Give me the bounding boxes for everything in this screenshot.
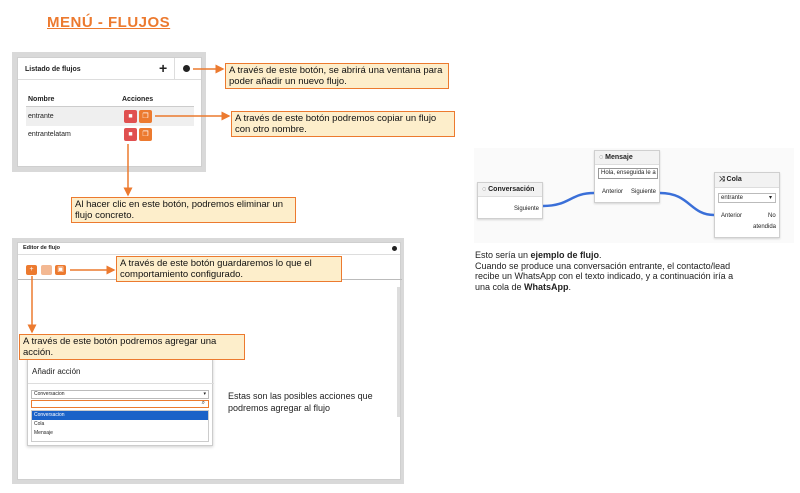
search-icon: ⌕ [201,400,205,406]
settings-icon[interactable] [183,65,190,72]
description-line [475,250,775,261]
queue-select[interactable] [718,193,776,203]
callout-add-action: A través de este botón podremos agregar una acción. [19,334,245,360]
flow-name: entrante [28,113,54,120]
node-message[interactable] [594,150,660,203]
option-conversacion[interactable]: Conversacion [32,411,208,420]
copy-icon: ❐ [142,113,149,120]
queue-select-value: entrante [721,195,744,201]
node-title: Mensaje [605,154,633,161]
message-text-input[interactable]: Hola, enseguida le a [598,168,658,179]
description-bold: WhatsApp [524,281,569,292]
description-bold: ejemplo de flujo [530,250,600,260]
node-header [478,183,542,197]
delete-flow-button[interactable] [124,128,137,141]
editor-header [18,243,400,255]
dialog-title: Añadir acción [32,367,81,376]
action-select-value: Conversacion [34,391,65,397]
description-text: . [599,250,602,260]
add-action-dialog [27,358,213,446]
description-line: Cuando se produce una conversación entrante, el contacto/lead [475,260,731,271]
page-title: MENÚ - FLUJOS [47,14,171,31]
option-mensaje[interactable]: Mensaje [34,430,53,436]
actions-note: Estas son las posibles acciones que podremos agregar al flujo [228,391,373,413]
description-text: . [568,281,572,292]
node-port-label: atendida [753,224,777,230]
node-header [595,151,659,165]
description-line: recibe un WhatsApp con el texto indicado, y a continuación iría a [475,271,734,281]
copy-flow-button[interactable] [139,128,152,141]
flow-name: entrantelatam [28,131,71,138]
callout-copy-flow: A través de este botón podremos copiar un flujo con otro nombre. [231,111,455,137]
flows-panel-header [18,58,201,80]
chevron-down-icon: ▾ [203,391,206,397]
flows-panel [17,57,202,167]
flow-description [475,250,775,292]
dialog-divider [28,383,214,384]
callout-delete-flow: Al hacer clic en este botón, podremos eliminar un flujo concreto. [71,197,296,223]
save-icon: ▣ [57,266,64,273]
column-header-actions: Acciones [122,96,154,103]
chat-icon: ◌ [599,154,606,161]
action-search-input[interactable] [31,400,209,408]
callout-save-flow: A través de este botón guardaremos lo que el comportamiento configurado. [116,256,342,282]
whatsapp-icon: ◌ [482,186,489,193]
node-port-label: Siguiente [631,189,657,195]
callout-add-flow: A través de este botón, se abrirá una ventana para poder añadir un nuevo flujo. [225,63,449,89]
canvas-scrollbar[interactable] [397,287,400,417]
divider [174,58,175,80]
node-port-label: Anterior [721,213,743,219]
add-flow-button[interactable]: + [159,60,168,76]
node-conversation[interactable] [477,182,543,219]
node-port-label: No [768,213,776,219]
description-line [475,282,775,293]
toolbar-button-disabled[interactable] [41,265,52,275]
node-title: Cola [726,176,742,183]
node-port-label: Siguiente [514,206,540,212]
node-queue[interactable] [714,172,780,238]
trash-icon: ■ [128,113,133,120]
action-select[interactable] [31,390,209,399]
plus-icon: + [29,266,34,273]
node-header [715,173,779,188]
shuffle-icon: ⤨ [719,176,727,183]
node-port-label: Anterior [602,189,624,195]
settings-icon[interactable] [392,246,397,251]
column-header-name: Nombre [28,96,55,103]
description-text: Esto sería un [475,250,531,260]
delete-flow-button[interactable] [124,110,137,123]
trash-icon: ■ [128,131,133,138]
node-title: Conversación [488,186,535,193]
flows-panel-title: Listado de flujos [25,66,81,73]
chevron-down-icon: ▾ [768,195,772,201]
description-text: una cola de [475,281,525,292]
copy-flow-button[interactable] [139,110,152,123]
save-flow-button[interactable] [55,265,66,275]
option-cola[interactable]: Cola [34,421,45,427]
option-list [31,410,209,442]
add-action-button[interactable] [26,265,37,275]
editor-title: Editor de flujo [23,245,60,251]
copy-icon: ❐ [142,131,149,138]
